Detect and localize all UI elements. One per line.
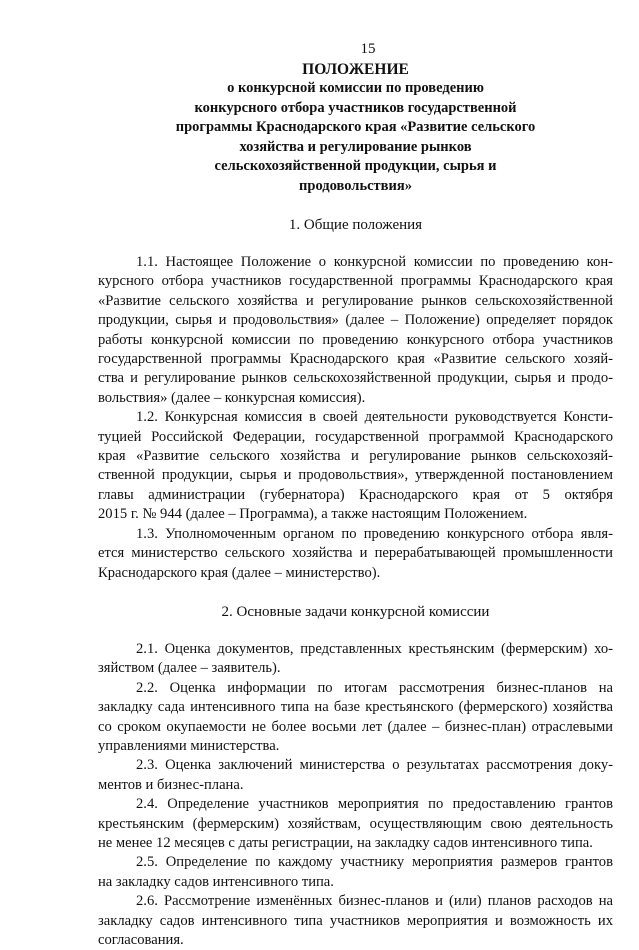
document-body <box>98 216 613 950</box>
paragraph-line: вольствия» (далее – конкурсная комиссия). <box>98 389 366 406</box>
paragraph-line: зяйством (далее – заявитель). <box>98 660 281 677</box>
subtitle-line: хозяйства и регулирование рынков <box>239 138 472 155</box>
paragraph-line: крестьянским (фермерским) хозяйствам, осуществляющим свою деятельность <box>98 815 613 832</box>
paragraph-line: туцией Российской Федерации, государственной программой Краснодарского <box>98 428 613 445</box>
paragraph-line: «Развитие сельского хозяйства и регулирование рынков сельскохозяйственной <box>98 292 613 309</box>
page-number: 15 <box>360 41 376 57</box>
section-heading: 2. Основные задачи конкурсной комиссии <box>221 603 490 620</box>
paragraph-line: Краснодарского края (далее – министерство). <box>98 564 381 581</box>
subtitle-line: программы Краснодарского края «Развитие сельского <box>175 119 536 135</box>
paragraph-line: управлениями министерства. <box>98 737 280 754</box>
paragraph-line: закладку садов интенсивного типа участников мероприятия и возможность их <box>98 912 613 929</box>
document-title: ПОЛОЖЕНИЕ <box>302 61 409 78</box>
paragraph-line: 2.1. Оценка документов, представленных крестьянским (фермерским) хо- <box>136 640 613 657</box>
paragraph-line: 2.3. Оценка заключений министерства о результатах рассмотрения доку- <box>136 757 613 774</box>
paragraph <box>98 892 613 950</box>
paragraph <box>98 525 613 583</box>
paragraph-line: ства и регулирование рынков сельскохозяйственной продукции, сырья и продо- <box>98 370 613 387</box>
paragraph-line: 1.3. Уполномоченным органом по проведению конкурсного отбора явля- <box>136 525 613 542</box>
subtitle-line: сельскохозяйственной продукции, сырья и <box>214 158 497 174</box>
document-subtitle <box>98 79 613 196</box>
paragraph-line: главы администрации (губернатора) Краснодарского края от 5 октября <box>98 486 613 503</box>
paragraph-line: 2.6. Рассмотрение изменённых бизнес-планов и (или) планов расходов на <box>136 893 613 910</box>
section-heading: 1. Общие положения <box>288 217 423 233</box>
paragraph-line: 1.1. Настоящее Положение о конкурсной комиссии по проведению кон- <box>136 254 613 270</box>
paragraph <box>98 253 613 408</box>
paragraph-line: закладку сада интенсивного типа на базе крестьянского (фермерского) хозяйства <box>98 699 613 716</box>
subtitle-line: продовольствия» <box>299 177 412 194</box>
paragraph-line: 2.4. Определение участников мероприятия по предоставлению грантов <box>136 796 613 813</box>
paragraph-line: согласования. <box>98 932 184 948</box>
paragraph-line: ментов и бизнес-плана. <box>98 776 244 793</box>
paragraph-line: работы конкурсной комиссии по проведению конкурсного отбора участников <box>98 331 613 348</box>
paragraph-line: продукции, сырья и продовольствия» (далее – Положение) определяет порядок <box>98 312 613 329</box>
paragraph <box>98 679 613 757</box>
paragraph <box>98 853 613 892</box>
paragraph-line: со сроком окупаемости не более восьми лет (далее – бизнес-план) отраслевыми <box>98 718 613 735</box>
subtitle-line: о конкурсной комиссии по проведению <box>227 80 484 96</box>
paragraph-line: государственной программы Краснодарского края «Развитие сельского хозяй- <box>98 351 613 368</box>
paragraph <box>98 640 613 679</box>
paragraph-line: 2.5. Определение по каждому участнику мероприятия размеров грантов <box>136 854 613 871</box>
subtitle-line: конкурсного отбора участников государственной <box>194 99 517 116</box>
paragraph <box>98 795 613 853</box>
paragraph-line: 2.2. Оценка информации по итогам рассмотрения бизнес-планов на <box>136 679 613 696</box>
paragraph-line: курсного отбора участников государственной программы Краснодарского края <box>98 273 613 290</box>
paragraph-line: на закладку садов интенсивного типа. <box>98 873 334 890</box>
paragraph-line: края «Развитие сельского хозяйства и регулирование рынков сельскохозяй- <box>98 448 613 465</box>
paragraph-line: 2015 г. № 944 (далее – Программа), а также настоящим Положением. <box>98 506 528 523</box>
paragraph-line: не менее 12 месяцев с даты регистрации, на закладку садов интенсивного типа. <box>98 834 593 851</box>
paragraph <box>98 756 613 795</box>
paragraph-line: 1.2. Конкурсная комиссия в своей деятельности руководствуется Консти- <box>136 409 613 426</box>
paragraph-line: ется министерство сельского хозяйства и перерабатывающей промышленности <box>98 545 613 562</box>
paragraph <box>98 408 613 524</box>
paragraph-line: ственной продукции, сырья и продовольствия», утвержденной постановлением <box>98 467 613 484</box>
